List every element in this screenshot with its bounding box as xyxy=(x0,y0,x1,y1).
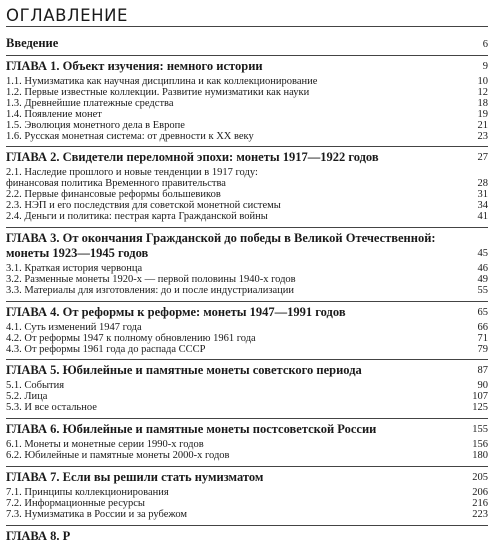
chapter-list xyxy=(6,55,488,544)
chapter-title: ГЛАВА 3. От окончания Гражданской до победы в Великой Отечественной: монеты 1923—1945 годов xyxy=(6,230,436,260)
toc-entry[interactable] xyxy=(6,323,488,334)
intro-label: Введение xyxy=(6,36,59,50)
entry-label: 2.4. Деньги и политика: пестрая карта Гражданской войны xyxy=(6,211,268,223)
chapter-divider xyxy=(6,55,488,56)
chapter-page-number: 65 xyxy=(477,306,488,318)
entry-page-number: 79 xyxy=(477,343,488,355)
entry-label: 1.5. Эволюция монетного дела в Европе xyxy=(6,119,185,131)
chapter-title: ГЛАВА 5. Юбилейные и памятные монеты советского периода xyxy=(6,363,362,378)
entry-page-number: 28 xyxy=(477,178,488,190)
chapter-divider xyxy=(6,466,488,467)
chapter-divider xyxy=(6,418,488,419)
chapter-page-number: 9 xyxy=(482,61,488,72)
entry-page-number: 55 xyxy=(477,284,488,296)
entry-label: 1.1. Нумизматика как научная дисциплина и как коллекционирование xyxy=(6,76,318,87)
chapter-section xyxy=(6,227,488,297)
chapter-section xyxy=(6,359,488,414)
entry-label: 1.4. Появление монет xyxy=(6,108,102,120)
entry-page-number: 41 xyxy=(477,211,488,223)
entry-label: 7.2. Информационные ресурсы xyxy=(6,497,145,509)
entry-page-number: 31 xyxy=(477,189,488,201)
entry-label: 4.3. От реформы 1961 года до распада СССР xyxy=(6,343,206,355)
title-divider xyxy=(6,26,488,27)
chapter-section xyxy=(6,146,488,223)
chapter-heading[interactable] xyxy=(6,529,488,544)
entry-label: 7.3. Нумизматика в России и за рубежом xyxy=(6,508,188,520)
section-list xyxy=(6,381,488,414)
entry-label: 6.1. Монеты и монетные серии 1990-х годов xyxy=(6,439,204,451)
chapter-section xyxy=(6,301,488,356)
toc-entry[interactable] xyxy=(6,212,488,223)
entry-label: 2.2. Первые финансовые реформы большевиков xyxy=(6,189,221,201)
entry-label: 6.2. Юбилейные и памятные монеты 2000-х годов xyxy=(6,450,230,462)
chapter-divider xyxy=(6,301,488,302)
chapter-page-number: 87 xyxy=(477,365,488,377)
entry-page-number: 19 xyxy=(477,108,488,120)
entry-page-number: 34 xyxy=(477,200,488,212)
entry-label: 4.1. Суть изменений 1947 года xyxy=(6,321,142,333)
toc-entry[interactable] xyxy=(6,381,488,392)
section-list xyxy=(6,488,488,521)
entry-page-number: 206 xyxy=(472,486,488,498)
toc-entry[interactable] xyxy=(6,345,488,356)
intro-page-number: 6 xyxy=(482,39,488,50)
chapter-section xyxy=(6,55,488,142)
entry-page-number: 12 xyxy=(477,86,488,98)
chapter-title: ГЛАВА 7. Если вы решили стать нумизматом xyxy=(6,469,264,484)
chapter-section xyxy=(6,466,488,521)
chapter-title: ГЛАВА 6. Юбилейные и памятные монеты постсоветской России xyxy=(6,422,377,437)
toc-entry[interactable] xyxy=(6,110,488,121)
chapter-divider xyxy=(6,525,488,526)
entry-page-number: 23 xyxy=(477,130,488,142)
toc-title: ОГЛАВЛЕНИЕ xyxy=(6,6,129,25)
entry-label: 7.1. Принципы коллекционирования xyxy=(6,486,169,498)
chapter-heading[interactable] xyxy=(6,422,488,437)
entry-label: 2.1. Наследие прошлого и новые тенденции в 1917 году: финансовая политика Временного правительства xyxy=(6,167,258,190)
entry-page-number: 180 xyxy=(472,450,488,462)
chapter-divider xyxy=(6,227,488,228)
entry-label: 5.2. Лица xyxy=(6,391,48,403)
toc-entry[interactable] xyxy=(6,451,488,462)
chapter-heading[interactable] xyxy=(6,231,488,261)
entry-page-number: 223 xyxy=(472,508,488,520)
chapter-divider xyxy=(6,146,488,147)
toc-page xyxy=(6,0,488,544)
toc-entry[interactable] xyxy=(6,499,488,510)
chapter-heading[interactable] xyxy=(6,305,488,320)
entry-label: 3.3. Материалы для изготовления: до и после индустриализации xyxy=(6,284,295,296)
entry-page-number: 90 xyxy=(477,380,488,392)
entry-label: 2.3. НЭП и его последствия для советской монетной системы xyxy=(6,200,281,212)
section-list xyxy=(6,77,488,142)
chapter-title: ГЛАВА 4. От реформы к реформе: монеты 1947—1991 годов xyxy=(6,304,346,319)
entry-page-number: 71 xyxy=(477,332,488,344)
entry-page-number: 216 xyxy=(472,497,488,509)
entry-page-number: 21 xyxy=(477,119,488,131)
chapter-title: ГЛАВА 1. Объект изучения: немного истории xyxy=(6,59,263,73)
chapter-page-number: 155 xyxy=(472,424,488,436)
entry-label: 1.6. Русская монетная система: от древности к XX веку xyxy=(6,130,254,142)
chapter-heading[interactable] xyxy=(6,59,488,74)
entry-page-number: 46 xyxy=(477,262,488,274)
toc-intro-entry[interactable] xyxy=(6,36,488,51)
section-list xyxy=(6,323,488,356)
entry-label: 1.3. Древнейшие платежные средства xyxy=(6,97,174,109)
toc-entry[interactable] xyxy=(6,403,488,414)
chapter-page-number: 45 xyxy=(477,247,488,259)
section-list xyxy=(6,440,488,462)
chapter-title: ГЛАВА 8. Р xyxy=(6,528,71,543)
toc-entry[interactable] xyxy=(6,168,488,190)
chapter-page-number: 27 xyxy=(477,152,488,164)
section-list xyxy=(6,264,488,297)
toc-entry[interactable] xyxy=(6,286,488,297)
chapter-title: ГЛАВА 2. Свидетели переломной эпохи: монеты 1917—1922 годов xyxy=(6,150,379,165)
toc-entry[interactable] xyxy=(6,334,488,345)
entry-page-number: 10 xyxy=(477,76,488,87)
entry-page-number: 49 xyxy=(477,273,488,285)
entry-label: 3.2. Разменные монеты 1920-х — первой половины 1940-х годов xyxy=(6,273,296,285)
entry-label: 5.3. И все остальное xyxy=(6,402,97,414)
chapter-heading[interactable] xyxy=(6,150,488,165)
entry-label: 3.1. Краткая история червонца xyxy=(6,262,143,274)
chapter-heading[interactable] xyxy=(6,363,488,378)
entry-label: 4.2. От реформы 1947 к полному обновлению 1961 года xyxy=(6,332,256,344)
chapter-heading[interactable] xyxy=(6,470,488,485)
chapter-divider xyxy=(6,359,488,360)
toc-entry[interactable] xyxy=(6,510,488,521)
entry-page-number: 18 xyxy=(477,97,488,109)
chapter-page-number: 205 xyxy=(472,471,488,483)
entry-page-number: 125 xyxy=(472,402,488,414)
entry-label: 5.1. События xyxy=(6,380,65,392)
toc-entry[interactable] xyxy=(6,121,488,132)
entry-page-number: 66 xyxy=(477,321,488,333)
section-list xyxy=(6,168,488,223)
chapter-section xyxy=(6,418,488,462)
entry-page-number: 107 xyxy=(472,391,488,403)
entry-page-number: 156 xyxy=(472,439,488,451)
toc-entry[interactable] xyxy=(6,132,488,143)
chapter-section xyxy=(6,525,488,544)
entry-label: 1.2. Первые известные коллекции. Развитие нумизматики как науки xyxy=(6,86,310,98)
